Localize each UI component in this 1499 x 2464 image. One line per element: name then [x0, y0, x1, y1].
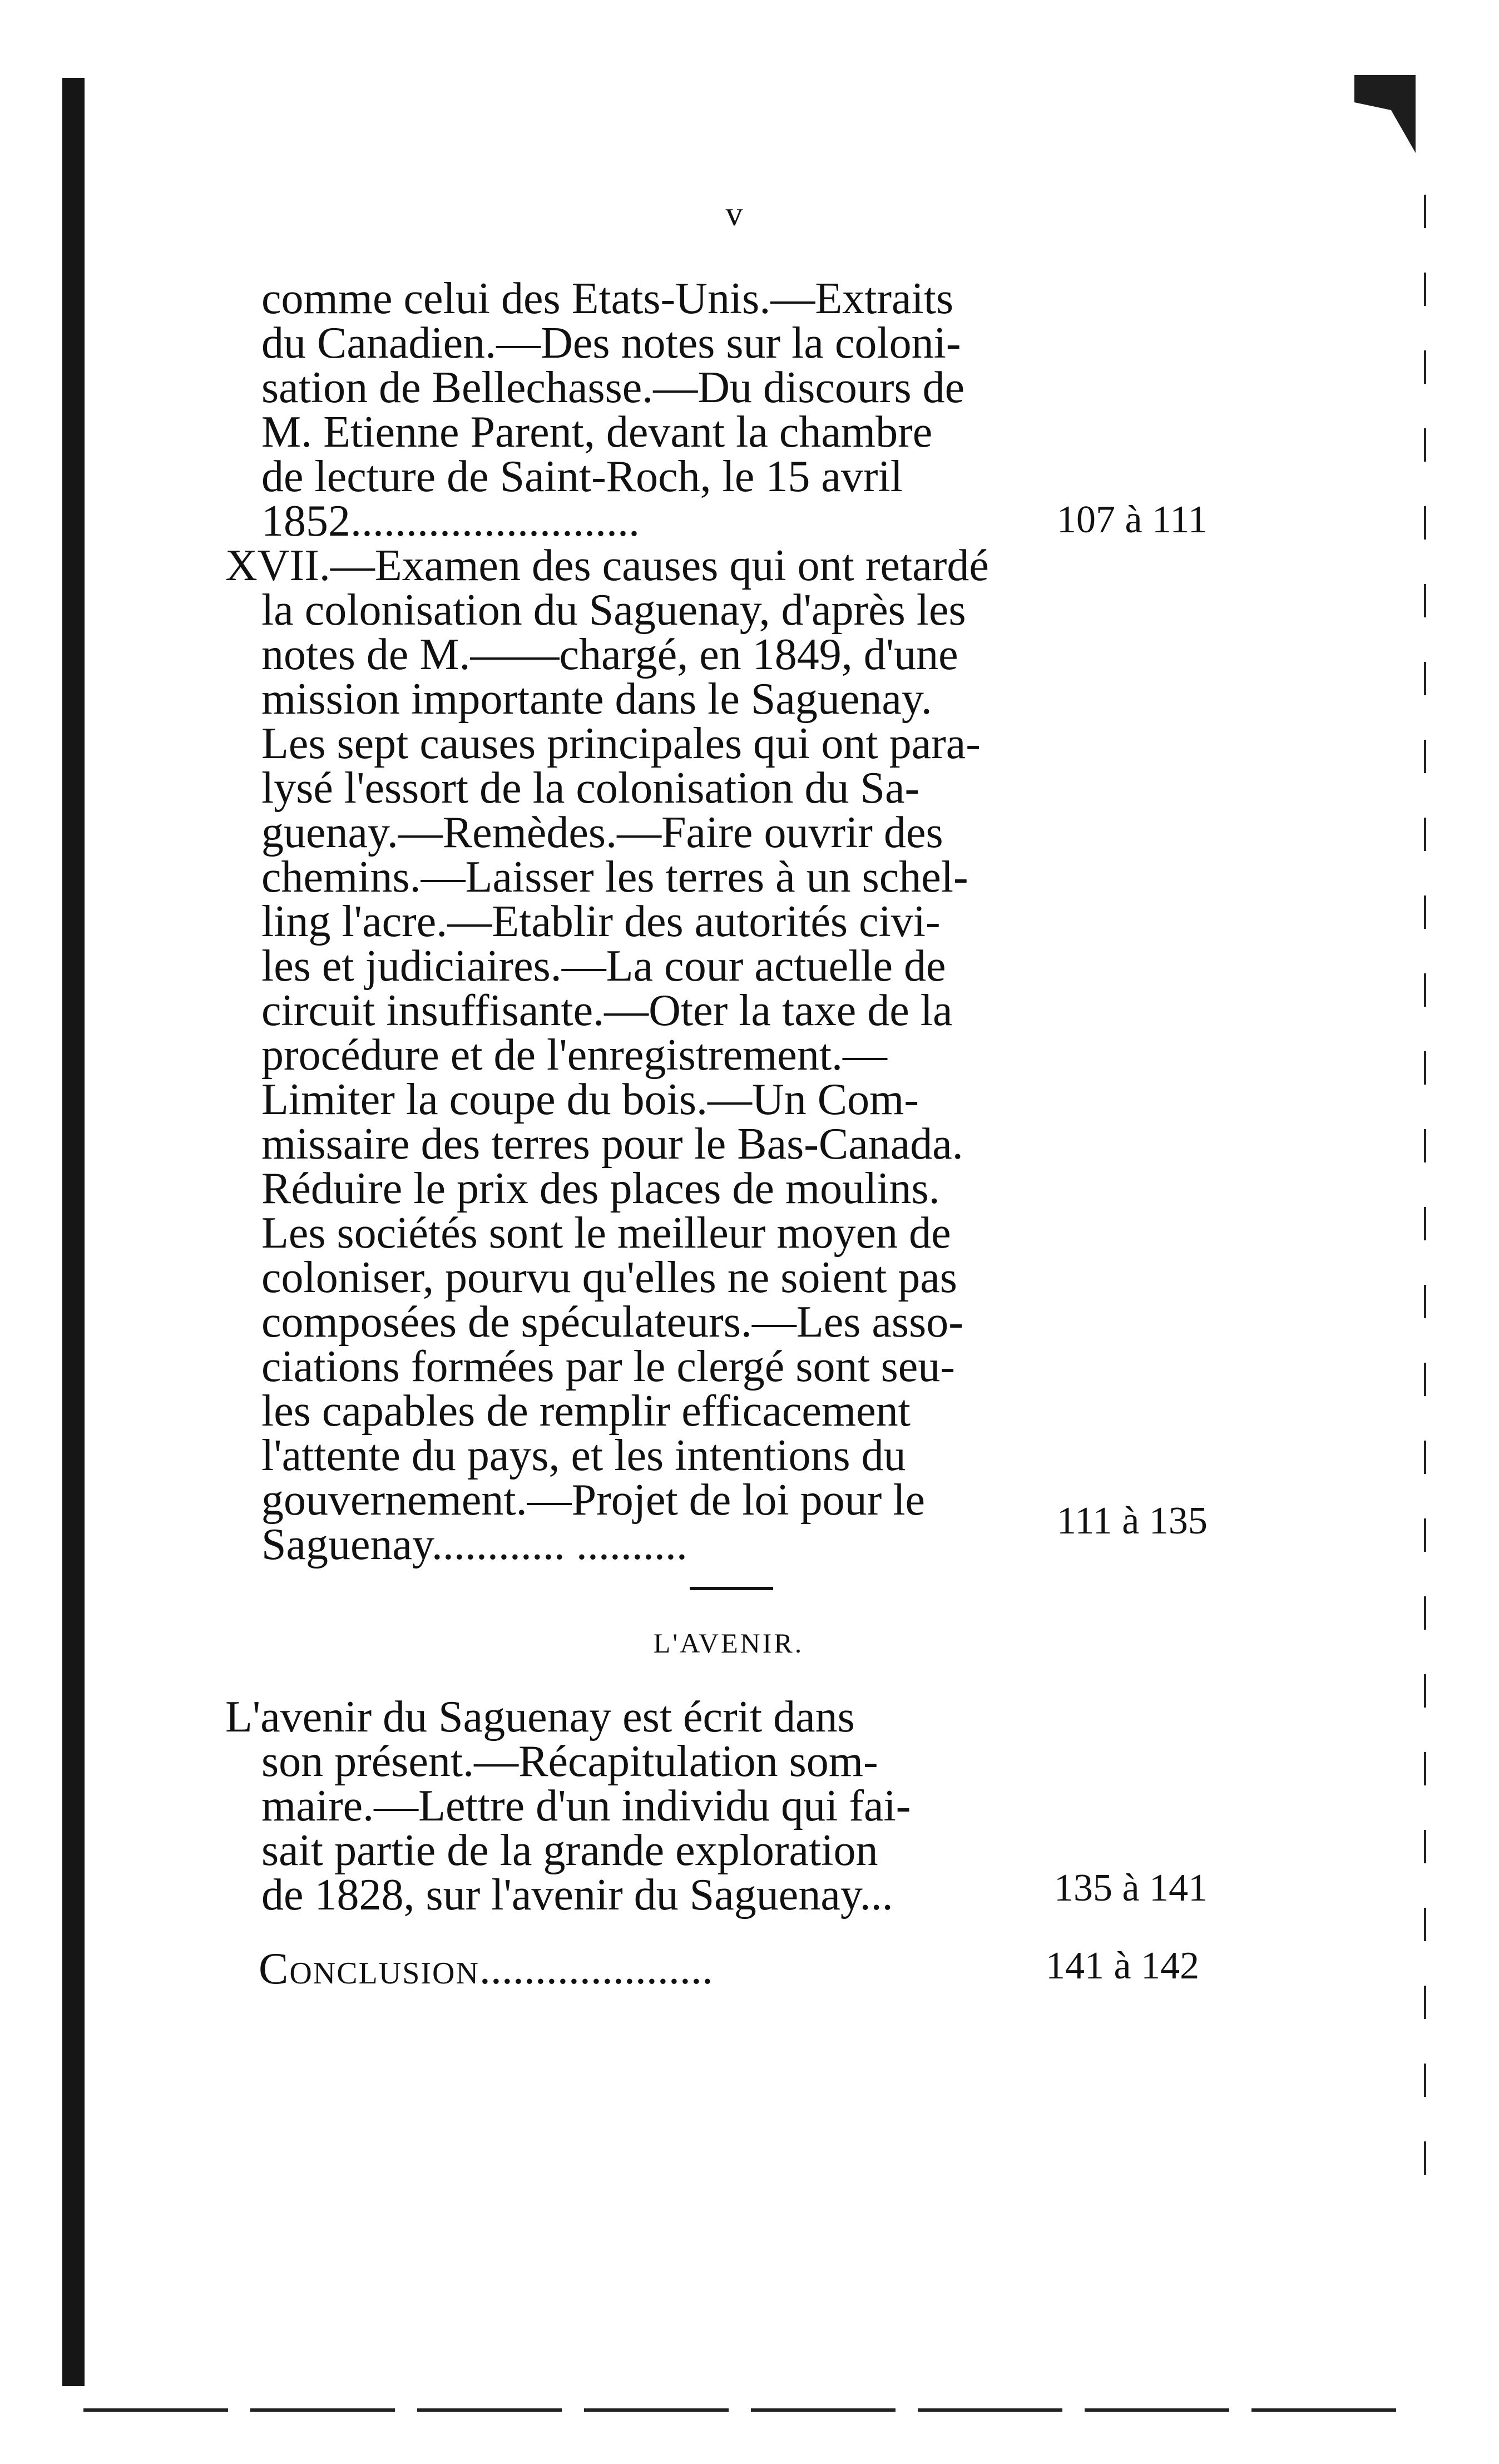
- toc-line: procédure et de l'enregistrement.—: [261, 1031, 888, 1080]
- toc-line: de 1828, sur l'avenir du Saguenay...: [261, 1871, 893, 1919]
- toc-line: coloniser, pourvu qu'elles ne soient pas: [261, 1253, 957, 1302]
- toc-line: ciations formées par le clergé sont seu-: [261, 1342, 955, 1391]
- toc-line: Les sociétés sont le meilleur moyen de: [261, 1209, 951, 1258]
- toc-line: L'avenir du Saguenay est écrit dans: [225, 1693, 855, 1741]
- toc-line: sation de Bellechasse.—Du discours de: [261, 363, 965, 412]
- toc-line: M. Etienne Parent, devant la chambre: [261, 408, 933, 457]
- toc-line: maire.—Lettre d'un individu qui fai-: [261, 1782, 911, 1830]
- scan-bottom-edge: [83, 2408, 1418, 2412]
- toc-line: sait partie de la grande exploration: [261, 1826, 878, 1875]
- toc-page-range: 107 à 111: [1057, 498, 1208, 541]
- toc-line: l'attente du pays, et les intentions du: [261, 1431, 906, 1480]
- toc-line: gouvernement.—Projet de loi pour le: [261, 1476, 926, 1525]
- toc-line: Saguenay............ ..........: [261, 1520, 687, 1569]
- scan-edge-artifact: [1424, 195, 1426, 2197]
- toc-line: chemins.—Laisser les terres à un schel-: [261, 853, 968, 902]
- conclusion-entry: [259, 1947, 1004, 1991]
- scan-corner-artifact: [1354, 75, 1416, 153]
- toc-line: du Canadien.—Des notes sur la coloni-: [261, 319, 961, 368]
- toc-line: guenay.—Remèdes.—Faire ouvrir des: [261, 808, 943, 857]
- toc-line: circuit insuffisante.—Oter la taxe de la: [261, 986, 953, 1035]
- section-heading: L'AVENIR.: [653, 1627, 804, 1659]
- toc-line: les et judiciaires.—La cour actuelle de: [261, 942, 946, 991]
- toc-page-range: 141 à 142: [1046, 1945, 1200, 1987]
- toc-line: notes de M.——chargé, en 1849, d'une: [261, 630, 958, 679]
- toc-line: Les sept causes principales qui ont para-: [261, 719, 981, 768]
- toc-line: mission importante dans le Saguenay.: [261, 675, 932, 724]
- toc-line: lysé l'essort de la colonisation du Sa-: [261, 764, 920, 813]
- section-divider: [690, 1587, 773, 1590]
- toc-line: missaire des terres pour le Bas-Canada.: [261, 1120, 963, 1169]
- conclusion-label: Conclusion: [259, 1945, 479, 1993]
- toc-entry-text: [225, 543, 1004, 1567]
- toc-page-range: 135 à 141: [1054, 1867, 1208, 1909]
- toc-line: ling l'acre.—Etablir des autorités civi-: [261, 897, 941, 946]
- toc-line: comme celui des Etats-Unis.—Extraits: [261, 274, 954, 323]
- toc-page-range: 111 à 135: [1057, 1500, 1208, 1542]
- toc-entry-text: [261, 274, 1001, 546]
- toc-line: son présent.—Récapitulation som-: [261, 1737, 878, 1786]
- toc-line: 1852..........................: [261, 497, 640, 546]
- leader-dots: .....................: [479, 1945, 713, 1993]
- toc-line: Réduire le prix des places de moulins.: [261, 1164, 940, 1213]
- toc-entry-text: [225, 1695, 1004, 1917]
- toc-line: de lecture de Saint-Roch, le 15 avril: [261, 452, 903, 501]
- toc-line: XVII.—Examen des causes qui ont retardé: [225, 541, 989, 590]
- toc-line: les capables de remplir efficacement: [261, 1387, 911, 1436]
- page-number: v: [725, 195, 743, 233]
- scan-binding-edge: [62, 78, 85, 2386]
- toc-line: Limiter la coupe du bois.—Un Com-: [261, 1075, 919, 1124]
- toc-line: composées de spéculateurs.—Les asso-: [261, 1298, 963, 1347]
- toc-line: la colonisation du Saguenay, d'après les: [261, 586, 966, 635]
- conclusion-line: [259, 1947, 1004, 1991]
